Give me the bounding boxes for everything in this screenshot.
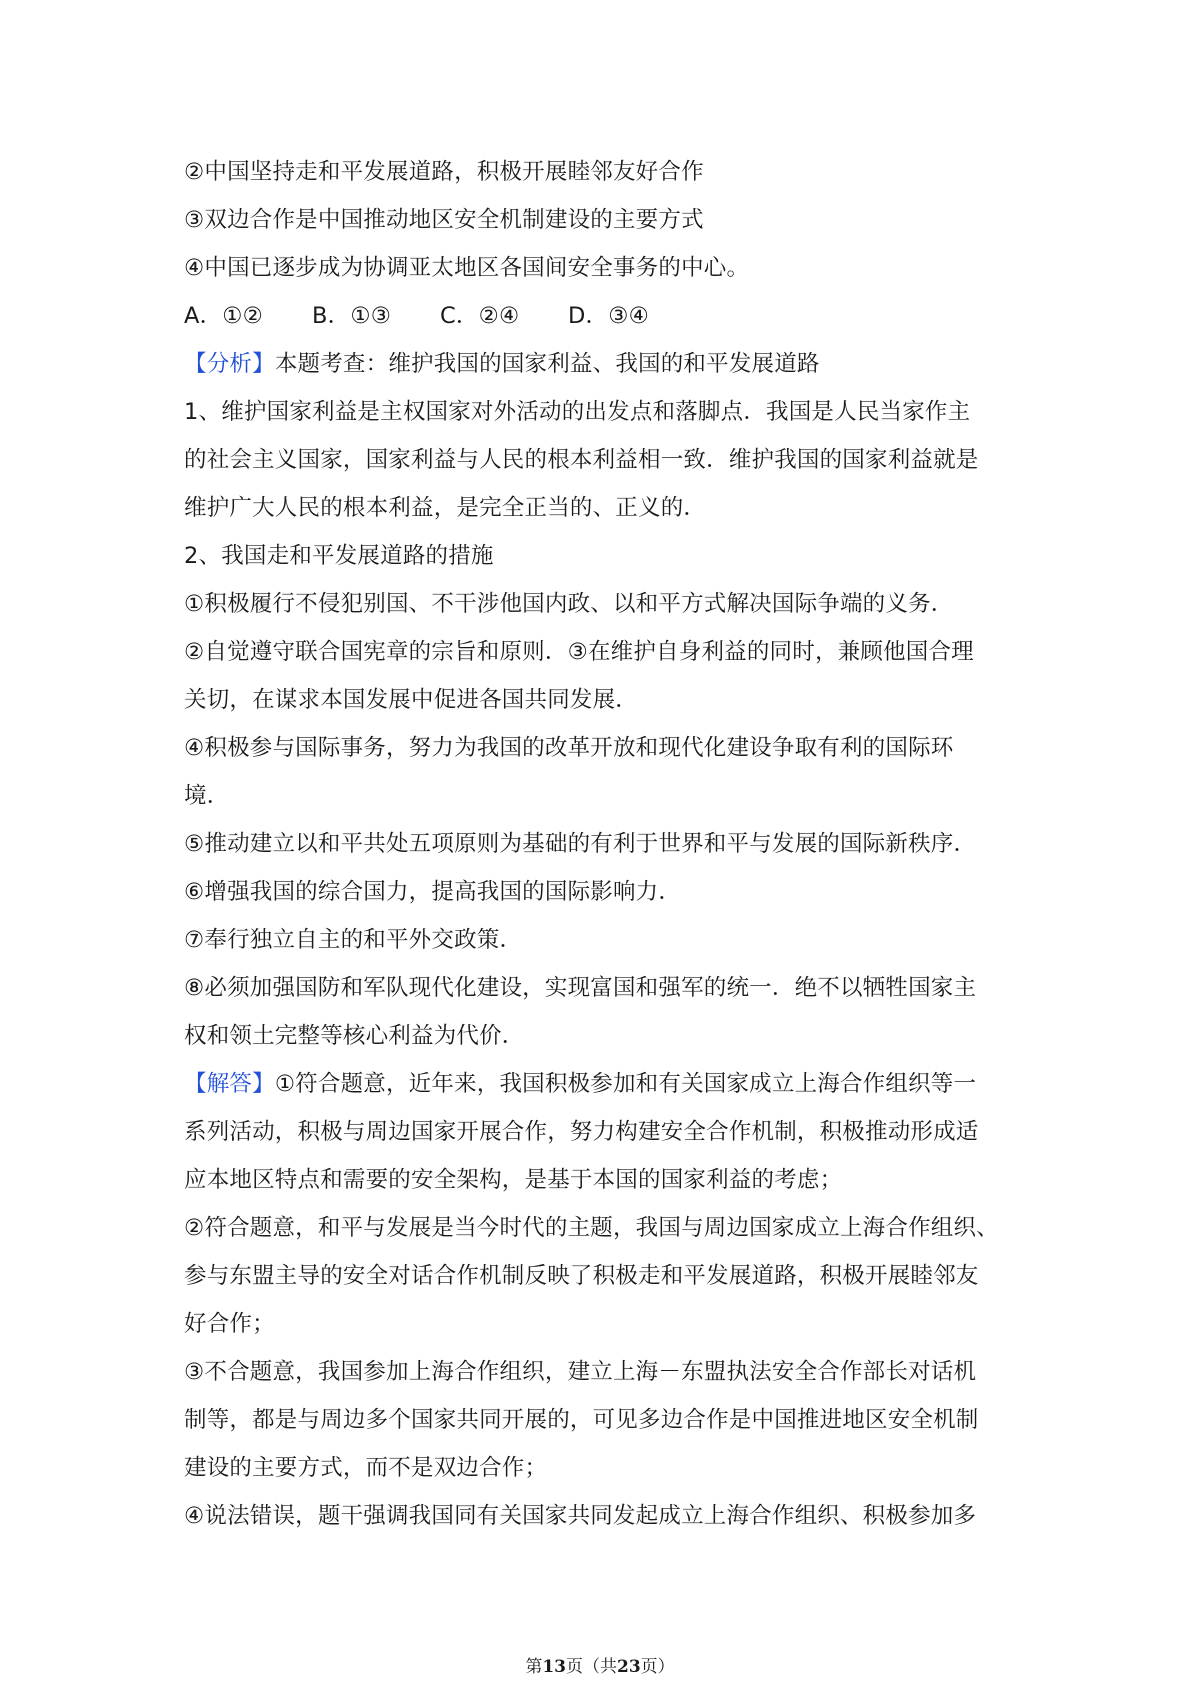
answer-heading bbox=[184, 1060, 1032, 1108]
answer-line: 制等，都是与周边多个国家共同开展的，可见多边合作是中国推进地区安全机制 bbox=[184, 1407, 979, 1433]
answer-line: 应本地区特点和需要的安全架构，是基于本国的国家利益的考虑； bbox=[184, 1167, 843, 1193]
analysis-line: 关切，在谋求本国发展中促进各国共同发展． bbox=[184, 687, 639, 713]
answer-intro: ①符合题意，近年来，我国积极参加和有关国家成立上海合作组织等一 bbox=[274, 1071, 977, 1097]
analysis-line: ④积极参与国际事务，努力为我国的改革开放和现代化建设争取有利的国际环 bbox=[184, 735, 954, 761]
choice-c: C．②④ bbox=[440, 303, 520, 329]
choice-d: D．③④ bbox=[568, 303, 649, 329]
analysis-line: ⑦奉行独立自主的和平外交政策． bbox=[184, 927, 523, 953]
footer-total-pages: 23 bbox=[617, 1657, 641, 1677]
footer-page-number: 13 bbox=[542, 1657, 566, 1677]
analysis-line: 2、我国走和平发展道路的措施 bbox=[184, 543, 494, 569]
analysis-line: 维护广大人民的根本利益，是完全正当的、正义的． bbox=[184, 495, 707, 521]
choice-a: A．①② bbox=[184, 303, 264, 329]
answer-line: 建设的主要方式，而不是双边合作； bbox=[184, 1455, 548, 1481]
answer-line: ②符合题意，和平与发展是当今时代的主题，我国与周边国家成立上海合作组织、 bbox=[184, 1215, 999, 1241]
footer-middle: 页（共 bbox=[566, 1657, 617, 1677]
footer-suffix: 页） bbox=[640, 1657, 675, 1677]
footer-prefix: 第 bbox=[525, 1657, 543, 1677]
analysis-intro: 本题考查：维护我国的国家利益、我国的和平发展道路 bbox=[274, 351, 820, 377]
answer-line: ④说法错误，题干强调我国同有关国家共同发起成立上海合作组织、积极参加多 bbox=[184, 1503, 977, 1529]
answer-line: 参与东盟主导的安全对话合作机制反映了积极走和平发展道路，积极开展睦邻友 bbox=[184, 1263, 979, 1289]
answer-line: 系列活动，积极与周边国家开展合作，努力构建安全合作机制，积极推动形成适 bbox=[184, 1119, 979, 1145]
analysis-line: ⑧必须加强国防和军队现代化建设，实现富国和强军的统一．绝不以牺牲国家主 bbox=[184, 975, 977, 1001]
option-line-3: ③双边合作是中国推动地区安全机制建设的主要方式 bbox=[184, 207, 704, 233]
analysis-line: 权和领土完整等核心利益为代价． bbox=[184, 1023, 525, 1049]
answer-choices bbox=[184, 292, 1032, 340]
answer-line: 好合作； bbox=[184, 1311, 275, 1337]
answer-tag: 【解答】 bbox=[184, 1071, 275, 1097]
analysis-line: 1、维护国家利益是主权国家对外活动的出发点和落脚点．我国是人民当家作主 bbox=[184, 399, 971, 425]
analysis-line: 的社会主义国家，国家利益与人民的根本利益相一致．维护我国的国家利益就是 bbox=[184, 447, 979, 473]
option-line-4: ④中国已逐步成为协调亚太地区各国间安全事务的中心。 bbox=[184, 255, 750, 281]
analysis-tag: 【分析】 bbox=[184, 351, 275, 377]
analysis-line: ①积极履行不侵犯别国、不干涉他国内政、以和平方式解决国际争端的义务． bbox=[184, 591, 954, 617]
analysis-heading bbox=[184, 340, 1032, 388]
analysis-line: ⑥增强我国的综合国力，提高我国的国际影响力． bbox=[184, 879, 682, 905]
answer-line: ③不合题意，我国参加上海合作组织，建立上海－东盟执法安全合作部长对话机 bbox=[184, 1359, 977, 1385]
page-content bbox=[184, 148, 1032, 1540]
analysis-line: 境． bbox=[184, 783, 230, 809]
page-footer bbox=[0, 1652, 1200, 1677]
choice-b: B．①③ bbox=[312, 303, 392, 329]
option-line-2: ②中国坚持走和平发展道路，积极开展睦邻友好合作 bbox=[184, 159, 704, 185]
analysis-line: ⑤推动建立以和平共处五项原则为基础的有利于世界和平与发展的国际新秩序． bbox=[184, 831, 977, 857]
analysis-line: ②自觉遵守联合国宪章的宗旨和原则．③在维护自身利益的同时，兼顾他国合理 bbox=[184, 639, 974, 665]
